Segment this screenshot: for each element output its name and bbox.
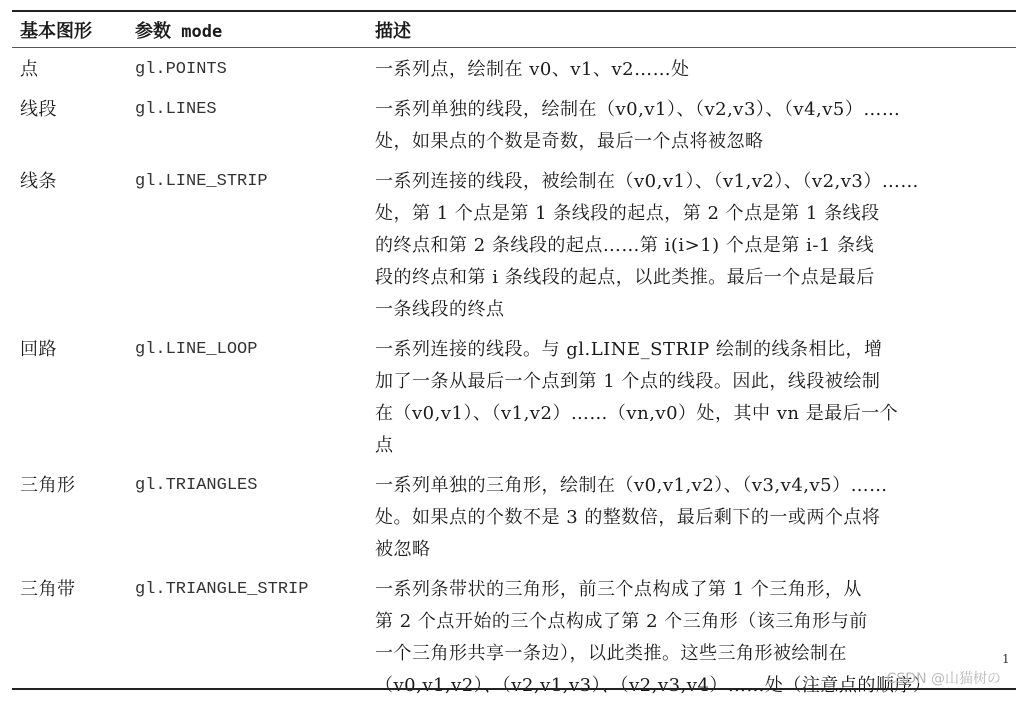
cell-desc bbox=[367, 334, 1016, 462]
table-bottom-rule bbox=[12, 688, 1016, 690]
desc-line: 在（v0,v1）、（v1,v2）……（vn,v0）处，其中 vn 是最后一个 bbox=[375, 403, 899, 424]
cell-shape: 回路 bbox=[20, 339, 57, 360]
cell-param: gl.POINTS bbox=[135, 60, 227, 79]
cell-param: gl.LINES bbox=[135, 100, 217, 119]
desc-line: 处，第 1 个点是第 1 条线段的起点，第 2 个点是第 1 条线段 bbox=[375, 203, 880, 224]
cell-shape: 三角形 bbox=[20, 475, 76, 496]
cell-param: gl.LINE_STRIP bbox=[135, 172, 268, 191]
cell-desc bbox=[367, 94, 1016, 158]
desc-line: 段的终点和第 i 条线段的起点，以此类推。最后一个点是最后 bbox=[375, 267, 875, 288]
primitive-table bbox=[12, 10, 1016, 706]
desc-line: 的终点和第 2 条线段的起点……第 i(i>1) 个点是第 i-1 条线 bbox=[375, 235, 875, 256]
table-header-row bbox=[12, 12, 1016, 47]
table-row bbox=[12, 48, 1016, 90]
desc-line: 加了一条从最后一个点到第 1 个点的线段。因此，线段被绘制 bbox=[375, 371, 881, 392]
desc-line: 一系列连接的线段。与 gl.LINE_STRIP 绘制的线条相比，增 bbox=[375, 339, 883, 360]
cell-param: gl.LINE_LOOP bbox=[135, 340, 258, 359]
table-row bbox=[12, 330, 1016, 466]
header-shape: 基本图形 bbox=[20, 20, 92, 42]
table-row bbox=[12, 90, 1016, 162]
desc-line: 一系列连接的线段，被绘制在（v0,v1）、（v1,v2）、（v2,v3）…… bbox=[375, 171, 919, 192]
header-param bbox=[135, 17, 367, 43]
cell-shape: 点 bbox=[20, 59, 39, 80]
desc-line: 一系列单独的线段，绘制在（v0,v1）、（v2,v3）、（v4,v5）…… bbox=[375, 99, 901, 120]
footnote-mark: 1 bbox=[1002, 652, 1010, 666]
desc-line: 一系列单独的三角形，绘制在（v0,v1,v2）、（v3,v4,v5）…… bbox=[375, 475, 888, 496]
desc-line: 被忽略 bbox=[375, 539, 431, 560]
cell-desc bbox=[367, 470, 1016, 566]
header-desc: 描述 bbox=[375, 20, 411, 42]
cell-shape: 线条 bbox=[20, 171, 57, 192]
desc-line: 一系列条带状的三角形，前三个点构成了第 1 个三角形，从 bbox=[375, 579, 862, 600]
cell-shape: 三角带 bbox=[20, 579, 76, 600]
desc-line: 一个三角形共享一条边），以此类推。这些三角形被绘制在 bbox=[375, 643, 847, 664]
cell-param: gl.TRIANGLES bbox=[135, 476, 258, 495]
cell-desc bbox=[367, 166, 1016, 326]
table-row bbox=[12, 570, 1016, 706]
desc-line: 一系列点，绘制在 v0、v1、v2……处 bbox=[375, 59, 690, 80]
cell-desc bbox=[367, 54, 1016, 86]
desc-line: 点 bbox=[375, 435, 394, 456]
desc-line: 处。如果点的个数不是 3 的整数倍，最后剩下的一或两个点将 bbox=[375, 507, 881, 528]
cell-shape: 线段 bbox=[20, 99, 57, 120]
watermark: CSDN @山猫树の bbox=[886, 671, 1001, 687]
cell-param: gl.TRIANGLE_STRIP bbox=[135, 580, 309, 599]
header-param-prefix: 参数 bbox=[135, 20, 171, 42]
desc-line: 第 2 个点开始的三个点构成了第 2 个三角形（该三角形与前 bbox=[375, 611, 868, 632]
table-row bbox=[12, 162, 1016, 330]
desc-line: 处，如果点的个数是奇数，最后一个点将被忽略 bbox=[375, 131, 764, 152]
header-param-mono: mode bbox=[171, 21, 223, 42]
desc-line: 一条线段的终点 bbox=[375, 299, 505, 320]
table-body bbox=[12, 48, 1016, 706]
table-row bbox=[12, 466, 1016, 570]
desc-line: （v0,v1,v2）、（v2,v1,v3）、（v2,v3,v4）……处（注意点的顺序） bbox=[375, 675, 932, 696]
